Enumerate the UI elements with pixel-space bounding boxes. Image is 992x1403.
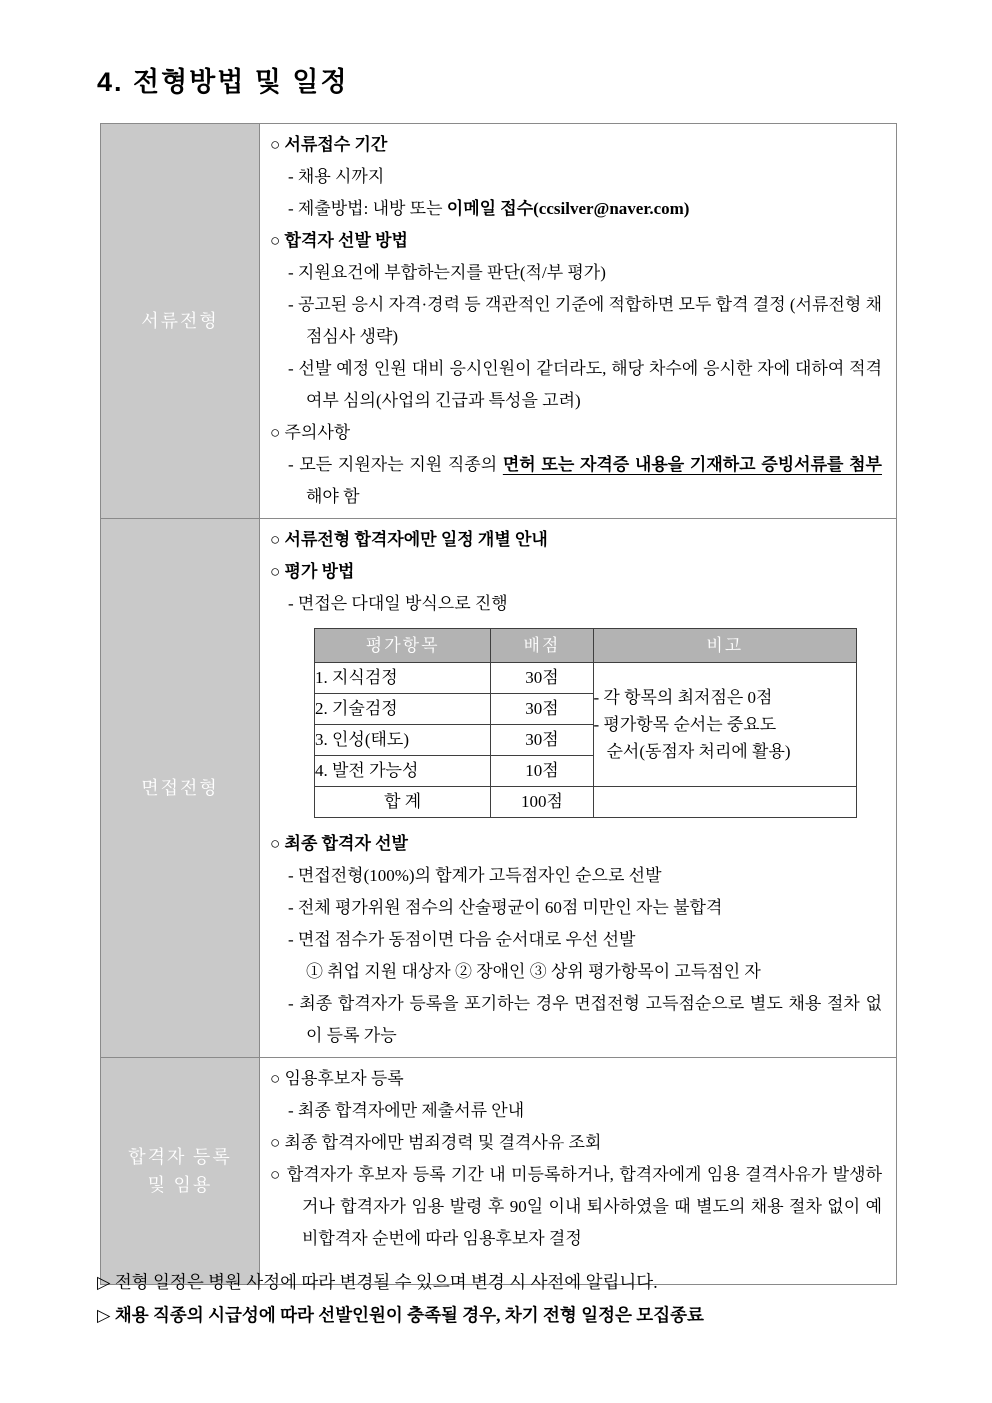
table-row: [101, 1057, 896, 1284]
score-table-row: [315, 787, 857, 818]
score-item-cell: 3. 인성(태도): [315, 725, 491, 756]
footer-note: ▷ 전형 일정은 병원 사정에 따라 변경될 수 있으며 변경 시 사전에 알립니다.: [97, 1272, 658, 1292]
row-label-line: 및 임용: [147, 1175, 213, 1195]
content-line: ○ 합격자가 후보자 등록 기간 내 미등록하거나, 합격자에게 임용 결격사유가 발생하거나 합격자가 임용 발령 후 90일 이내 퇴사하였을 때 별도의 채용 절차 없이 예비합격자 순번에 따라 임용후보자 결정: [270, 1165, 882, 1248]
score-value-cell: 30점: [491, 663, 593, 694]
footer-note: ▷ 채용 직종의 시급성에 따라 선발인원이 충족될 경우, 차기 전형 일정은 모집종료: [97, 1305, 704, 1325]
score-note-empty-cell: [593, 787, 857, 818]
content-line: ① 취업 지원 대상자 ② 장애인 ③ 상위 평가항목이 고득점인 자: [306, 962, 761, 981]
score-value-cell: 30점: [491, 694, 593, 725]
score-table-header-row: [315, 629, 857, 663]
content-line: ○ 서류접수 기간: [270, 135, 388, 154]
score-value-cell: 30점: [491, 725, 593, 756]
row-label-line: 서류전형: [141, 311, 219, 331]
table-row: [101, 124, 896, 518]
row-label-line: 합격자 등록: [128, 1147, 232, 1167]
evaluation-score-table: [314, 628, 857, 818]
row-content: [260, 124, 896, 518]
content-line: ○ 최종 합격자 선발: [270, 834, 408, 853]
score-value-cell: 10점: [491, 756, 593, 787]
content-line: - 모든 지원자는 지원 직종의 면허 또는 자격증 내용을 기재하고 증빙서류를 첨부해야 함: [288, 455, 882, 506]
content-line: - 면접은 다대일 방식으로 진행: [288, 594, 508, 613]
table-row: [101, 518, 896, 1057]
content-line: ○ 최종 합격자에만 범죄경력 및 결격사유 조회: [270, 1133, 602, 1152]
score-item-cell: 합 계: [315, 787, 491, 818]
content-line: - 면접 점수가 동점이면 다음 순서대로 우선 선발: [288, 930, 636, 949]
content-line: ○ 평가 방법: [270, 562, 355, 581]
score-item-cell: 2. 기술검정: [315, 694, 491, 725]
footer-notes: [97, 1266, 899, 1332]
score-note-line: - 평가항목 순서는 중요도: [593, 715, 777, 734]
content-line: - 공고된 응시 자격·경력 등 객관적인 기준에 적합하면 모두 합격 결정 (서류전형 채점심사 생략): [288, 295, 882, 346]
row-label-line: 면접전형: [141, 778, 219, 798]
row-content: [260, 519, 896, 1057]
content-line: ○ 합격자 선발 방법: [270, 231, 408, 250]
content-line: ○ 주의사항: [270, 423, 351, 442]
row-content: [260, 1058, 896, 1284]
content-line: - 제출방법: 내방 또는 이메일 접수(ccsilver@naver.com): [288, 199, 690, 218]
score-item-cell: 1. 지식검정: [315, 663, 491, 694]
row-label: [101, 1058, 260, 1284]
row-label: [101, 124, 260, 518]
content-line: - 선발 예정 인원 대비 응시인원이 같더라도, 해당 차수에 응시한 자에 대하여 적격 여부 심의(사업의 긴급과 특성을 고려): [288, 359, 882, 410]
content-line: ○ 서류전형 합격자에만 일정 개별 안내: [270, 530, 548, 549]
row-label: [101, 519, 260, 1057]
score-value-cell: 100점: [491, 787, 593, 818]
score-note-cell: [593, 663, 857, 787]
content-line: - 최종 합격자에만 제출서류 안내: [288, 1101, 525, 1120]
content-line: - 최종 합격자가 등록을 포기하는 경우 면접전형 고득점순으로 별도 채용 절차 없이 등록 가능: [288, 994, 882, 1045]
page-title: 4. 전형방법 및 일정: [97, 67, 349, 97]
score-table-header-cell: 비고: [593, 629, 857, 663]
content-line: ○ 임용후보자 등록: [270, 1069, 404, 1088]
score-item-cell: 4. 발전 가능성: [315, 756, 491, 787]
score-note-line: - 각 항목의 최저점은 0점: [593, 688, 773, 707]
score-note-line: 순서(동점자 처리에 활용): [606, 742, 791, 761]
content-line: - 면접전형(100%)의 합계가 고득점자인 순으로 선발: [288, 866, 662, 885]
score-table-header-cell: 배점: [491, 629, 593, 663]
content-line: - 채용 시까지: [288, 167, 385, 186]
score-table-row: [315, 663, 857, 694]
score-table-header-cell: 평가항목: [315, 629, 491, 663]
content-line: - 지원요건에 부합하는지를 판단(적/부 평가): [288, 263, 606, 282]
selection-process-table: [100, 123, 897, 1285]
content-line: - 전체 평가위원 점수의 산술평균이 60점 미만인 자는 불합격: [288, 898, 723, 917]
